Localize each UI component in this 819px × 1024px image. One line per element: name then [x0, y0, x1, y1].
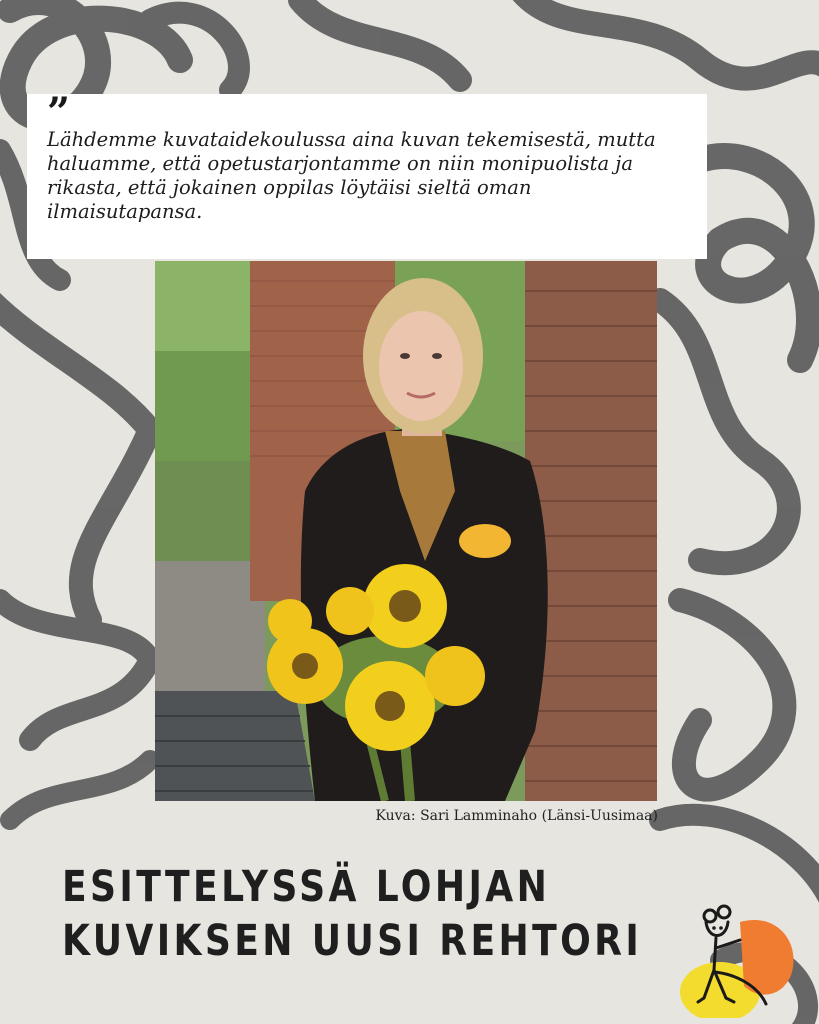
quote-mark: ”	[47, 89, 71, 136]
portrait-photo	[155, 261, 657, 801]
quote-box	[27, 89, 707, 259]
quote-text: Lähdemme kuvataidekoulussa aina kuvan tekemisestä, mutta haluamme, että opetustarjontamme on niin monipuolista ja rikasta, että jokainen oppilas löytäisi sieltä oman ilmaisutapansa.	[47, 128, 656, 223]
title-line-1: ESITTELYSSÄ LOHJAN	[62, 862, 551, 912]
page-title	[62, 860, 642, 968]
photo-caption: Kuva: Sari Lamminaho (Länsi-Uusimaa)	[375, 808, 658, 824]
mouse-figure-logo-icon	[680, 900, 798, 1018]
title-line-2: KUVIKSEN UUSI REHTORI	[62, 916, 643, 966]
